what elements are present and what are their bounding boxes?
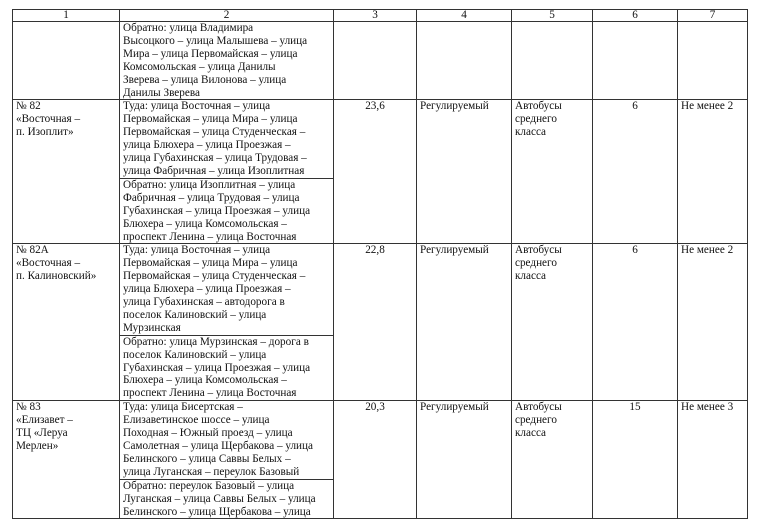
header-cell: 3 [334, 10, 417, 22]
vehicle-line: класса [515, 126, 547, 139]
path-line: улица Фабричная – улица Изоплитная [123, 164, 305, 177]
path-line: Блюхера – улица Комсомольская – [123, 217, 287, 230]
path-line: Губахинская – улица Проезжая – улица [123, 361, 311, 374]
mode-cell: Регулируемый [417, 100, 512, 244]
path-line: Обратно: переулок Базовый – улица [123, 479, 295, 492]
vehicle-line: Автобусы [515, 100, 562, 113]
path-line: Елизаветинское шоссе – улица [123, 414, 270, 427]
path-line: Данилы Зверева [123, 86, 200, 99]
path-line: улица Луганская – переулок Базовый [123, 465, 300, 478]
path-line: Первомайская – улица Студенческая – [123, 126, 306, 139]
route-row-82a [13, 244, 748, 335]
path-line: Туда: улица Восточная – улица [123, 100, 271, 113]
path-line: проспект Ленина – улица Восточная [123, 230, 297, 243]
route-name-cell [13, 244, 120, 401]
path-line: Высоцкого – улица Малышева – улица [123, 34, 308, 47]
route-there-cell [120, 244, 334, 335]
path-line: улица Губахинская – автодорога в [123, 296, 285, 309]
vehicle-cell [512, 401, 593, 519]
path-line: Туда: улица Восточная – улица [123, 244, 271, 257]
route-name-cell [13, 22, 120, 100]
path-line: поселок Калиновский – улица [123, 348, 267, 361]
path-line: Белинского – улица Щербакова – улица [123, 505, 311, 518]
route-name-line: «Восточная – [16, 257, 81, 270]
path-line: улица Блюхера – улица Проезжая – [123, 283, 291, 296]
route-name-line: «Восточная – [16, 113, 81, 126]
routes-table [12, 9, 748, 519]
interval-cell [678, 22, 748, 100]
route-name-cell [13, 100, 120, 244]
header-cell: 2 [120, 10, 334, 22]
mode-cell: Регулируемый [417, 401, 512, 519]
path-line: Белинского – улица Саввы Белых – [123, 452, 291, 465]
path-line: Мира – улица Первомайская – улица [123, 47, 298, 60]
path-line: Самолетная – улица Щербакова – улица [123, 440, 313, 452]
mode-cell [417, 22, 512, 100]
path-line: улица Блюхера – улица Проезжая – [123, 139, 291, 152]
mode-cell: Регулируемый [417, 244, 512, 401]
route-name-line: ТЦ «Леруа [16, 427, 68, 440]
length-cell: 22,8 [334, 244, 417, 401]
route-row-83 [13, 401, 748, 479]
route-name-line: п. Изоплит» [16, 126, 74, 139]
route-row-82 [13, 100, 748, 178]
vehicle-line: Автобусы [515, 244, 562, 257]
vehicle-line: среднего [515, 257, 557, 270]
path-line: Первомайская – улица Мира – улица [123, 257, 298, 270]
header-cell: 1 [13, 10, 120, 22]
interval-cell: Не менее 2 [678, 100, 748, 244]
route-back-cell [120, 479, 334, 519]
header-row [13, 10, 748, 22]
vehicle-line: среднего [515, 113, 557, 126]
route-there-cell [120, 401, 334, 479]
route-back-cell [120, 178, 334, 244]
path-line: проспект Ленина – улица Восточная [123, 387, 297, 400]
route-name-line: «Елизавет – [16, 414, 73, 427]
vehicle-line: класса [515, 427, 547, 440]
header-cell: 5 [512, 10, 593, 22]
route-name-line: № 83 [16, 401, 41, 414]
vehicle-line: среднего [515, 414, 557, 427]
path-line: Обратно: улица Владимира [123, 22, 254, 34]
continuation-row [13, 22, 748, 100]
count-cell: 6 [593, 244, 678, 401]
document-page [12, 9, 747, 519]
path-line: Обратно: улица Изоплитная – улица [123, 178, 296, 191]
interval-cell: Не менее 3 [678, 401, 748, 519]
header-cell: 7 [678, 10, 748, 22]
route-there-cell [120, 100, 334, 178]
path-line: Зверева – улица Вилонова – улица [123, 73, 287, 86]
path-line: Первомайская – улица Студенческая – [123, 270, 306, 283]
path-line: Комсомольская – улица Данилы [123, 60, 276, 73]
route-name-cell [13, 401, 120, 519]
route-name-line: п. Калиновский» [16, 270, 97, 283]
path-line: Мурзинская [123, 321, 181, 334]
header-cell: 4 [417, 10, 512, 22]
path-line: Губахинская – улица Проезжая – улица [123, 204, 311, 217]
length-cell: 23,6 [334, 100, 417, 244]
path-line: улица Губахинская – улица Трудовая – [123, 152, 307, 165]
vehicle-line: Автобусы [515, 401, 562, 414]
count-cell [593, 22, 678, 100]
count-cell: 6 [593, 100, 678, 244]
vehicle-cell [512, 22, 593, 100]
header-cell: 6 [593, 10, 678, 22]
route-name-line: № 82А [16, 244, 49, 257]
path-line: Походная – Южный проезд – улица [123, 427, 293, 440]
path-line: Туда: улица Бисертская – [123, 401, 243, 414]
length-cell [334, 22, 417, 100]
path-line: Фабричная – улица Трудовая – улица [123, 191, 300, 204]
route-name-line: Мерлен» [16, 440, 59, 452]
route-back-cell [120, 335, 334, 401]
path-line: Луганская – улица Саввы Белых – улица [123, 492, 316, 505]
vehicle-cell [512, 100, 593, 244]
path-line: поселок Калиновский – улица [123, 308, 267, 321]
interval-cell: Не менее 2 [678, 244, 748, 401]
path-line: Первомайская – улица Мира – улица [123, 113, 298, 126]
route-path-cell [120, 22, 334, 100]
length-cell: 20,3 [334, 401, 417, 519]
vehicle-line: класса [515, 270, 547, 283]
route-name-line: № 82 [16, 100, 41, 113]
path-line: Обратно: улица Мурзинская – дорога в [123, 335, 309, 348]
path-line: Блюхера – улица Комсомольская – [123, 374, 287, 387]
count-cell: 15 [593, 401, 678, 519]
vehicle-cell [512, 244, 593, 401]
